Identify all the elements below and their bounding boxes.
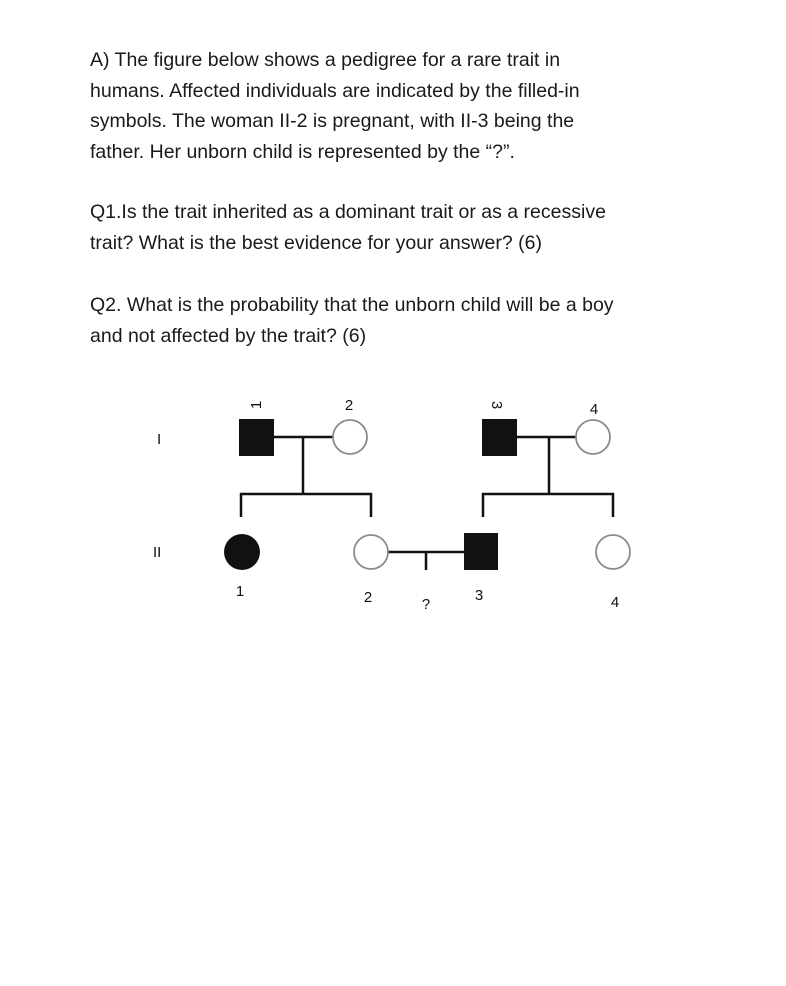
individual-ii4-unaffected-female — [596, 535, 630, 569]
intro-line: A) The figure below shows a pedigree for a rare trait in — [90, 49, 561, 71]
question-1-line: trait? What is the best evidence for your answer? (6) — [90, 231, 542, 254]
individual-ii1-affected-female — [224, 534, 260, 570]
intro-line: symbols. The woman II-2 is pregnant, with II-3 being the — [90, 110, 575, 132]
individual-ii3-affected-male — [464, 533, 498, 570]
intro-line: father. Her unborn child is represented by the “?”. — [90, 140, 515, 163]
label-ii4: 4 — [610, 594, 620, 611]
individual-i2-unaffected-female — [333, 420, 367, 454]
intro-line: humans. Affected individuals are indicated by the filled-in — [90, 79, 580, 102]
individual-ii2-unaffected-female — [354, 535, 388, 569]
label-i3: 3 — [488, 400, 505, 410]
question-1-line: Q1.Is the trait inherited as a dominant trait or as a recessive — [90, 201, 606, 223]
question-2-line: and not affected by the trait? (6) — [90, 324, 367, 347]
label-i4: 4 — [589, 401, 599, 418]
individual-i3-affected-male — [482, 419, 517, 456]
individual-i4-unaffected-female — [576, 420, 610, 454]
label-i2: 2 — [344, 397, 354, 414]
label-i1: 1 — [248, 400, 265, 410]
label-ii2: 2 — [363, 589, 373, 606]
label-unborn-child: ? — [421, 596, 431, 613]
label-ii3: 3 — [474, 587, 484, 604]
generation-label-i: I — [157, 431, 162, 448]
label-ii1: 1 — [235, 583, 245, 600]
individual-i1-affected-male — [239, 419, 274, 456]
generation-label-ii: II — [153, 544, 162, 561]
question-2-line: Q2. What is the probability that the unborn child will be a boy — [90, 294, 614, 316]
